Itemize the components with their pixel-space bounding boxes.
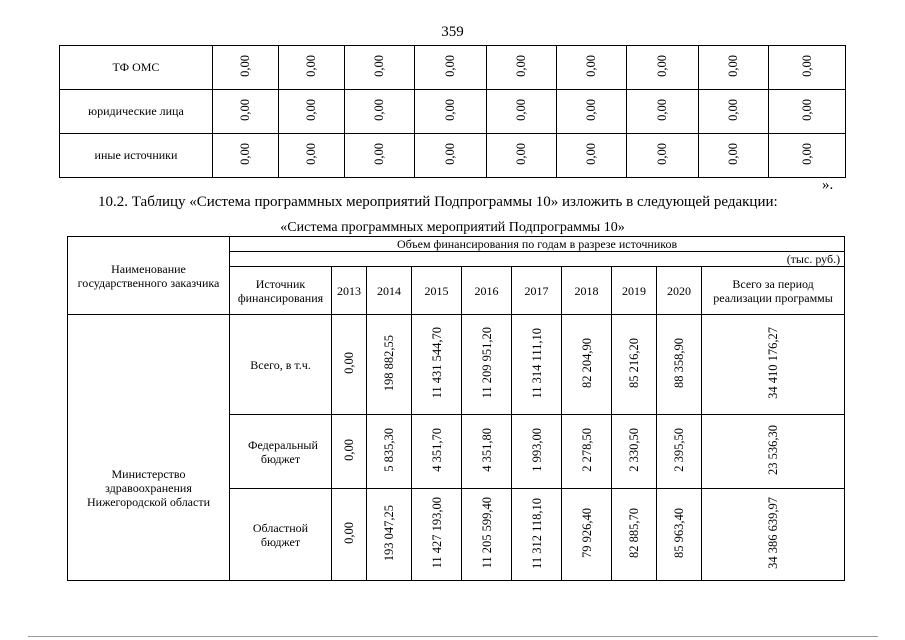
value-cell	[345, 90, 415, 134]
value-text: 0,00	[238, 98, 252, 121]
value-cell	[769, 90, 846, 134]
value-text: 0,00	[514, 54, 528, 77]
amount-cell	[512, 489, 562, 581]
value-cell	[699, 46, 769, 90]
amount-text: 5 835,30	[382, 428, 396, 472]
total-text: 23 536,30	[766, 425, 781, 475]
value-cell	[279, 134, 345, 178]
total-cell	[702, 315, 845, 415]
value-text: 0,00	[238, 142, 252, 165]
value-cell	[279, 90, 345, 134]
amount-text: 11 431 544,70	[429, 327, 444, 399]
amount-text: 11 312 118,10	[529, 497, 544, 569]
top-table-row	[60, 90, 846, 134]
amount-text: 85 963,40	[672, 508, 686, 558]
amount-text: 79 926,40	[579, 508, 594, 558]
amount-text: 11 427 193,00	[429, 497, 444, 569]
amount-text: 2 278,50	[579, 428, 594, 472]
value-text: 0,00	[726, 98, 740, 121]
value-text: 0,00	[584, 54, 598, 77]
value-text: 0,00	[443, 98, 457, 121]
amount-cell	[512, 415, 562, 489]
value-cell	[345, 134, 415, 178]
amount-text: 193 047,25	[382, 504, 396, 562]
value-cell	[699, 90, 769, 134]
year-header: 2020	[657, 267, 702, 315]
value-text: 0,00	[726, 54, 740, 77]
amount-cell	[612, 489, 657, 581]
value-text: 0,00	[799, 54, 814, 77]
customer-header: Наименование государственного заказчика	[68, 237, 230, 315]
amount-cell	[332, 415, 367, 489]
total-cell	[702, 489, 845, 581]
amount-cell	[657, 489, 702, 581]
value-text: 0,00	[584, 98, 598, 121]
value-text: 0,00	[304, 54, 318, 77]
value-cell	[415, 134, 487, 178]
top-table-row	[60, 134, 846, 178]
amount-cell	[462, 415, 512, 489]
total-text: 34 386 639,97	[766, 497, 781, 569]
value-cell	[415, 90, 487, 134]
financing-row	[68, 315, 845, 415]
value-text: 0,00	[443, 54, 457, 77]
value-text: 0,00	[584, 142, 598, 165]
value-text: 0,00	[514, 142, 528, 165]
value-cell	[699, 134, 769, 178]
value-text: 0,00	[655, 54, 669, 77]
amount-cell	[412, 415, 462, 489]
value-cell	[769, 46, 846, 90]
year-header: 2018	[562, 267, 612, 315]
amount-text: 1 993,00	[529, 428, 544, 472]
table-caption: «Система программных мероприятий Подпрограммы 10»	[280, 220, 625, 235]
year-header: 2014	[367, 267, 412, 315]
row-label: ТФ ОМС	[60, 46, 213, 90]
amount-text: 11 205 599,40	[479, 497, 494, 569]
value-text: 0,00	[304, 142, 318, 165]
value-text: 0,00	[799, 98, 814, 121]
value-text: 0,00	[304, 98, 318, 121]
amount-text: 4 351,80	[479, 428, 494, 472]
amount-text: 0,00	[342, 352, 356, 374]
amount-cell	[332, 315, 367, 415]
value-cell	[557, 90, 627, 134]
year-header: 2017	[512, 267, 562, 315]
amount-cell	[612, 415, 657, 489]
amount-text: 0,00	[342, 439, 356, 461]
value-cell	[557, 134, 627, 178]
amount-cell	[657, 315, 702, 415]
source-name: Федеральный бюджет	[230, 415, 332, 489]
amount-cell	[657, 415, 702, 489]
total-text: 34 410 176,27	[766, 327, 781, 399]
value-text: 0,00	[655, 142, 669, 165]
value-cell	[557, 46, 627, 90]
value-text: 0,00	[238, 54, 252, 77]
value-cell	[627, 134, 699, 178]
amount-cell	[412, 315, 462, 415]
value-cell	[769, 134, 846, 178]
closing-quote-mark: ».	[822, 177, 834, 193]
amount-text: 11 314 111,10	[529, 327, 544, 399]
amount-cell	[462, 489, 512, 581]
amount-cell	[367, 415, 412, 489]
value-cell	[627, 46, 699, 90]
amount-cell	[562, 415, 612, 489]
year-header: 2019	[612, 267, 657, 315]
top-table-row	[60, 46, 846, 90]
amendment-heading: 10.2. Таблицу «Система программных мероприятий Подпрограммы 10» изложить в следующей редакции:	[98, 194, 778, 210]
value-cell	[627, 90, 699, 134]
amount-cell	[367, 315, 412, 415]
value-text: 0,00	[726, 142, 740, 165]
value-text: 0,00	[655, 98, 669, 121]
top-table	[59, 45, 846, 178]
value-cell	[213, 46, 279, 90]
value-text: 0,00	[514, 98, 528, 121]
amount-text: 85 216,20	[627, 338, 641, 388]
value-text: 0,00	[372, 142, 386, 165]
amount-text: 11 209 951,20	[479, 327, 494, 399]
value-cell	[487, 46, 557, 90]
source-name: Всего, в т.ч.	[230, 315, 332, 415]
amount-cell	[412, 489, 462, 581]
units-label: (тыс. руб.)	[230, 252, 845, 267]
value-text: 0,00	[372, 98, 386, 121]
row-label: юридические лица	[60, 90, 213, 134]
row-label: иные источники	[60, 134, 213, 178]
amount-cell	[562, 315, 612, 415]
amount-text: 2 330,50	[627, 428, 641, 472]
amount-cell	[462, 315, 512, 415]
total-header: Всего за период реализации программы	[702, 267, 845, 315]
value-cell	[345, 46, 415, 90]
amount-cell	[332, 489, 367, 581]
amount-cell	[562, 489, 612, 581]
value-text: 0,00	[372, 54, 386, 77]
amount-text: 198 882,55	[382, 334, 396, 392]
amount-cell	[512, 315, 562, 415]
total-cell	[702, 415, 845, 489]
year-header: 2013	[332, 267, 367, 315]
year-header: 2016	[462, 267, 512, 315]
amount-text: 2 395,50	[672, 428, 686, 472]
value-cell	[213, 134, 279, 178]
value-cell	[415, 46, 487, 90]
amount-text: 82 204,90	[579, 338, 594, 388]
amount-text: 4 351,70	[429, 428, 444, 472]
value-text: 0,00	[799, 142, 814, 165]
value-cell	[213, 90, 279, 134]
source-name: Областной бюджет	[230, 489, 332, 581]
amount-cell	[367, 489, 412, 581]
page-number: 359	[441, 24, 464, 40]
value-text: 0,00	[443, 142, 457, 165]
amount-text: 88 358,90	[672, 338, 686, 388]
customer-name: Министерство здравоохранения Нижегородской области	[68, 315, 230, 581]
amount-text: 0,00	[342, 522, 356, 544]
value-cell	[487, 90, 557, 134]
amount-text: 82 885,70	[627, 508, 641, 558]
page-bottom-rule	[28, 636, 878, 637]
value-cell	[279, 46, 345, 90]
amount-cell	[612, 315, 657, 415]
source-header: Источник финансирования	[230, 267, 332, 315]
financing-title: Объем финансирования по годам в разрезе источников	[230, 237, 845, 252]
year-header: 2015	[412, 267, 462, 315]
value-cell	[487, 134, 557, 178]
main-table	[67, 236, 845, 581]
